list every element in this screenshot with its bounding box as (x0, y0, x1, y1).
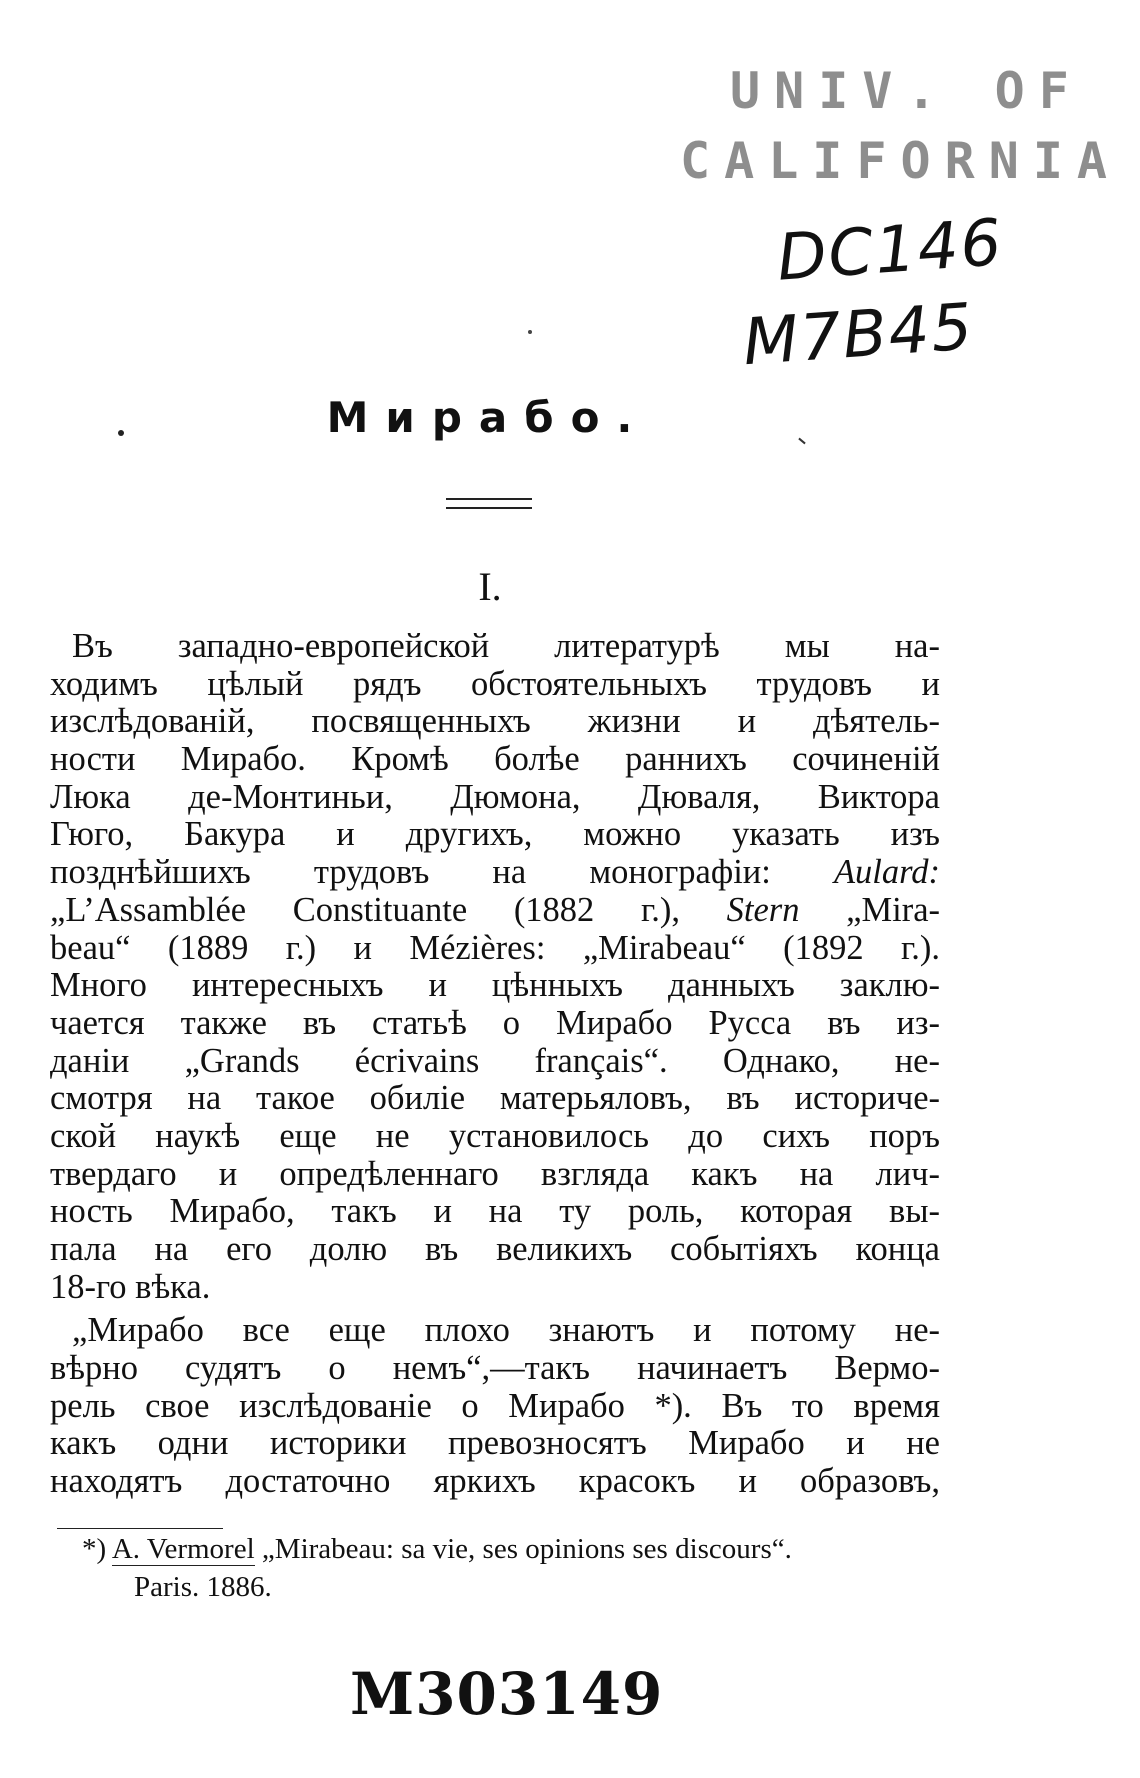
accession-number: M303149 (350, 1660, 664, 1728)
text-line: рель свое изслѣдованіе о Мирабо *). Въ то время (50, 1386, 940, 1425)
text-segment: позднѣйшихъ трудовъ на монографіи: (50, 853, 771, 892)
text-line: 18-го вѣка. (50, 1267, 211, 1306)
text-line: Много интересныхъ и цѣнныхъ данныхъ заклю- (50, 966, 940, 1005)
text-line: ской наукѣ еще не установилось до сихъ поръ (50, 1116, 940, 1155)
text-line: ности Мирабо. Кромѣ болѣе раннихъ сочиненій (50, 740, 940, 779)
footnote-rule (57, 1528, 223, 1529)
text-line: даніи „Grands écrivains français“. Однако, не- (50, 1041, 940, 1080)
footnote-author: A. Vermorel (111, 1533, 255, 1565)
text-line: ность Мирабо, такъ и на ту роль, которая вы- (50, 1192, 940, 1231)
text-line: „Мирабо все еще плохо знаютъ и потому не- (72, 1311, 940, 1350)
text-line: чается также въ статьѣ о Мирабо Русса въ из- (50, 1003, 940, 1042)
footnote-work: „Mirabeau: sa vie, ses opinions ses discours“. (261, 1533, 792, 1565)
text-line: ходимъ цѣлый рядъ обстоятельныхъ трудовъ и (50, 664, 940, 703)
text-line: твердаго и опредѣленнаго взгляда какъ на лич- (50, 1154, 940, 1193)
text-line: Въ западно-европейской литературѣ мы на- (72, 627, 940, 665)
handwritten-call-number (735, 200, 1046, 385)
text-line: пала на его долю въ великихъ событіяхъ конца (50, 1230, 940, 1268)
text-line: beau“ (1889 г.) и Mézières: „Mirabeau“ (1892 г.). (50, 928, 940, 967)
text-line: вѣрно судятъ о немъ“,—такъ начинаетъ Вермо- (50, 1349, 940, 1388)
footnote-place: Paris. 1886. (134, 1571, 272, 1603)
stamp-line-2: CALIFORNIA (680, 132, 1122, 190)
text-line: находятъ достаточно яркихъ красокъ и образовъ, (50, 1462, 940, 1501)
footnote-line-2 (82, 1568, 962, 1606)
title-divider (446, 498, 532, 509)
author-reference: Aulard: (833, 853, 940, 892)
page-title: Мирабо. (326, 393, 650, 442)
footnote-marker: *) (82, 1533, 107, 1565)
text-segment: „L’Assamblée Constituante (1882 г.), (50, 890, 680, 929)
call-number-line-2: M7B45 (740, 290, 977, 381)
text-line: Люка де-Монтиньи, Дюмона, Дюваля, Виктора (50, 777, 940, 816)
text-segment: „Mira- (846, 890, 941, 929)
footnote (82, 1530, 962, 1606)
text-line: какъ одни историки превозносятъ Мирабо и не (50, 1424, 940, 1463)
body-text (50, 628, 940, 1501)
call-number-line-1: DC146 (774, 206, 1006, 296)
text-line: изслѣдованій, посвященныхъ жизни и дѣятель- (50, 702, 940, 741)
text-line (50, 892, 940, 930)
text-line: Гюго, Бакура и другихъ, можно указать изъ (50, 815, 940, 854)
text-line: смотря на такое обиліе матерьяловъ, въ историче- (50, 1079, 940, 1118)
author-reference: Stern (726, 890, 800, 929)
paragraph-2 (50, 1312, 940, 1500)
ink-dot (528, 330, 532, 334)
footnote-line-1 (82, 1530, 962, 1568)
section-number: I. (478, 564, 502, 609)
stamp-line-1: UNIV. OF (730, 62, 1083, 120)
text-line (50, 854, 940, 892)
